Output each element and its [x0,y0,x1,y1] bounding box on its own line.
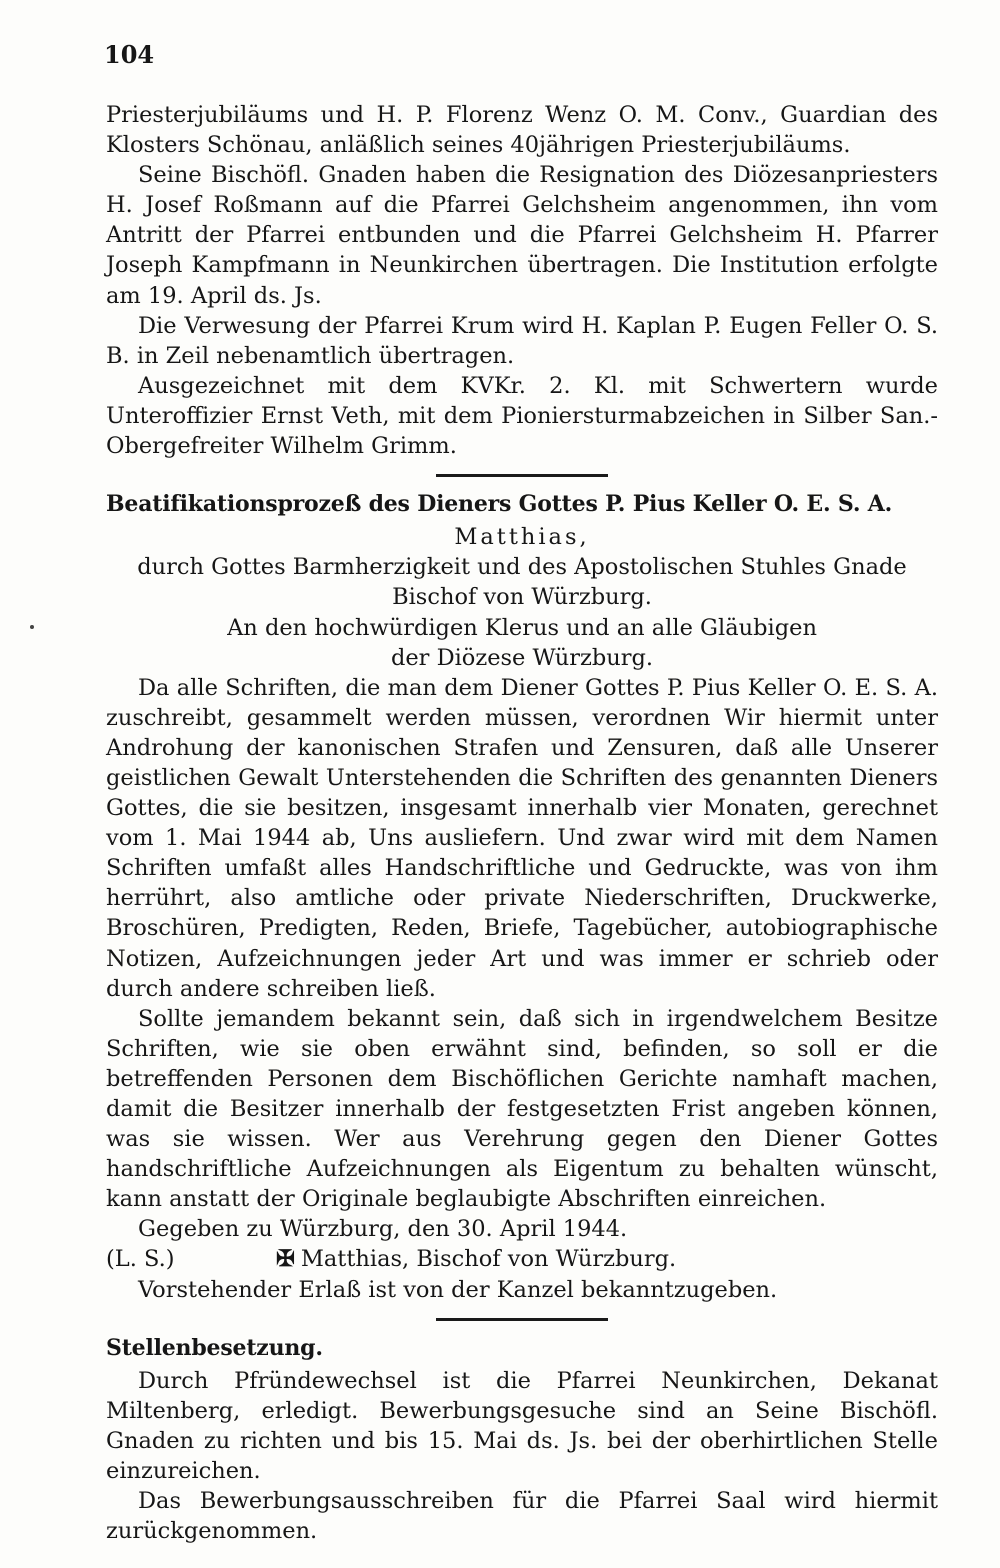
paragraph-resignation: Seine Bischöfl. Gnaden haben die Resignation des Diözesanpriesters H. Josef Roßmann auf die Pfarrei Gelchsheim angenommen, ihn vom Antritt der Pfarrei entbunden und die Pfarrei Gelchsheim H. Pfarrer Joseph Kampfmann in Neunkirchen übertragen. Die Institution erfolgte am 19. April ds. Js. [106,162,938,309]
page-number: 104 [104,40,155,69]
seal-mark: (L. S.) [106,1246,175,1273]
address-line-1: An den hochwürdigen Klerus und an alle Gläubigen [227,614,817,641]
address-line-2: der Diözese Würzburg. [390,644,654,671]
sender-name: Matthias, [454,524,590,551]
decree-paragraph-2: Sollte jemandem bekannt sein, daß sich in irgendwelchem Besitze Schriften, wie sie oben erwähnt sind, befinden, so soll er die betreffenden Personen dem Bischöflichen Gerichte namhaft machen, damit die Besitzer innerhalb der festgesetzten Frist angeben können, was sie wissen. Wer aus Verehrung gegen den Diener Gottes handschriftliche Aufzeichnungen als Eigentum zu behalten wünscht, kann anstatt der Originale beglaubigte Abschriften einreichen. [106,1005,938,1213]
sender-title-line-1: durch Gottes Barmherzigkeit und des Apostolischen Stuhles Gnade [137,554,907,581]
appointment-paragraph-1: Durch Pfründewechsel ist die Pfarrei Neunkirchen, Dekanat Miltenberg, erledigt. Bewerbungsgesuche sind an Seine Bischöfl. Gnaden zu richten und bis 15. Mai ds. Js. bei der oberhirtlichen Stelle einzureichen. [106,1367,938,1485]
section-divider-2 [436,1318,608,1321]
section-divider [436,474,608,477]
paragraph-decoration: Ausgezeichnet mit dem KVKr. 2. Kl. mit Schwertern wurde Unteroffizier Ernst Veth, mit dem Pioniersturmabzeichen in Silber San.-Obergefreiter Wilhelm Grimm. [106,372,938,460]
margin-speck [30,625,34,629]
paragraph-jubilee: Priesterjubiläums und H. P. Florenz Wenz O. M. Conv., Guardian des Klosters Schönau, anläßlich seines 40jährigen Priesterjubiläums. [106,102,938,159]
appointment-paragraph-2: Das Bewerbungsausschreiben für die Pfarrei Saal wird hiermit zurückgenommen. [106,1488,938,1545]
decree-closing: Vorstehender Erlaß ist von der Kanzel bekanntzugeben. [138,1276,778,1303]
signature-line [106,1244,938,1274]
decree-paragraph-1: Da alle Schriften, die man dem Diener Gottes P. Pius Keller O. E. S. A. zuschreibt, gesammelt werden müssen, verordnen Wir hiermit unter Androhung der kanonischen Strafen und Zensuren, daß alle Unserer geistlichen Gewalt Unterstehenden die Schriften des genannten Dieners Gottes, die sie besitzen, insgesamt innerhalb vier Monaten, gerechnet vom 1. Mai 1944 ab, Uns ausliefern. Und zwar wird mit dem Namen Schriften umfaßt alles Handschriftliche und Gedruckte, was von ihm herrührt, also amtliche oder private Niederschriften, Druckwerke, Broschüren, Predigten, Reden, Briefe, Tagebücher, autobiographische Notizen, Aufzeichnungen jeder Art und was immer er schrieb oder durch andere schreiben ließ. [106,674,938,1002]
sender-title-line-2: Bischof von Würzburg. [392,584,652,611]
cross-icon: ✠ [276,1246,295,1273]
document-page [106,40,938,1546]
paragraph-administration: Die Verwesung der Pfarrei Krum wird H. Kaplan P. Eugen Feller O. S. B. in Zeil nebenamtlich übertragen. [106,312,938,369]
section-heading-beatification: Beatifikationsprozeß des Dieners Gottes P. Pius Keller O. E. S. A. [106,491,893,518]
bishop-signature: Matthias, Bischof von Würzburg. [300,1246,677,1273]
section-heading-appointments: Stellenbesetzung. [106,1334,323,1361]
decree-date: Gegeben zu Würzburg, den 30. April 1944. [138,1216,628,1243]
